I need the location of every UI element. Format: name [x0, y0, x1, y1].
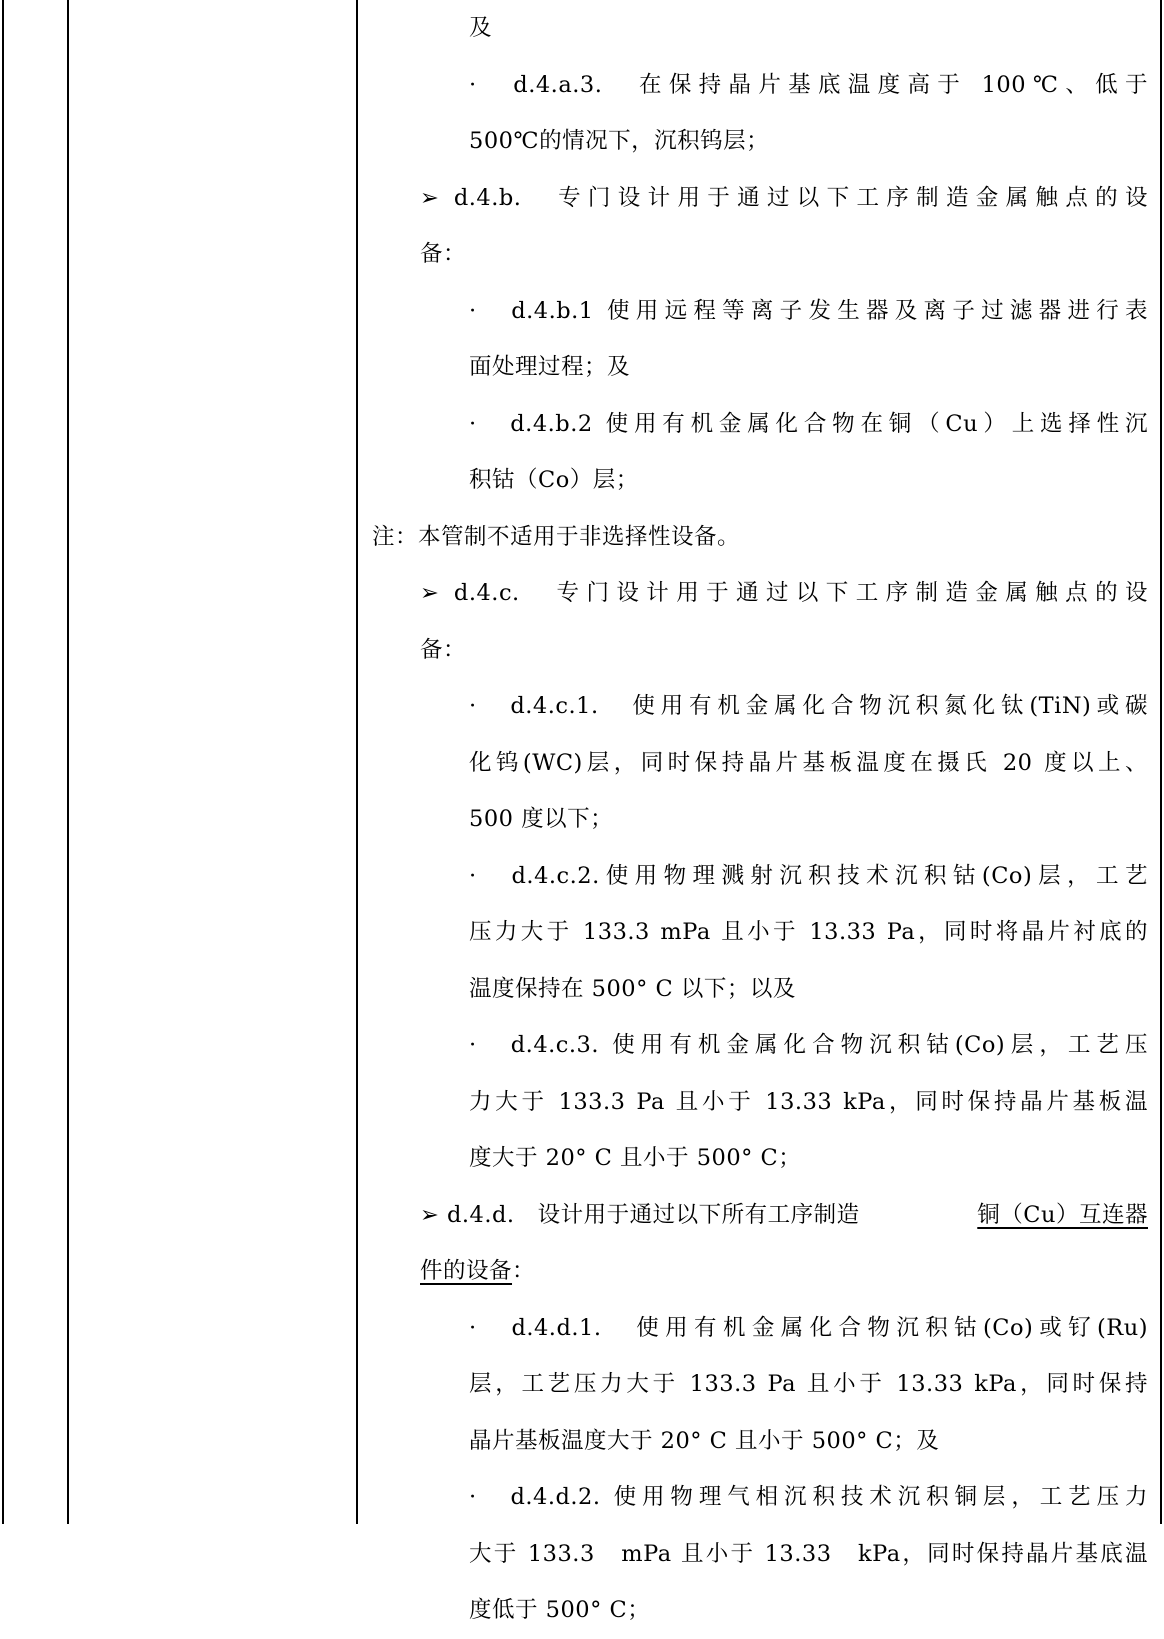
text-line: · d.4.d.1. 使用有机金属化合物沉积钴(Co)或钌(Ru): [469, 1314, 1148, 1341]
text-segment: ：: [512, 1258, 536, 1284]
text-line: 压力大于 133.3 mPa 且小于 13.33 Pa，同时将晶片衬底的: [469, 919, 1148, 945]
text-line: 及: [469, 15, 493, 41]
text-line: 面处理过程；及: [469, 354, 631, 380]
text-line: 化钨(WC)层，同时保持晶片基板温度在摄氏 20 度以上、: [469, 749, 1148, 776]
table-border-col2: [356, 0, 358, 1524]
text-line: 力大于 133.3 Pa 且小于 13.33 kPa，同时保持晶片基板温: [469, 1088, 1148, 1115]
text-line: · d.4.c.1. 使用有机金属化合物沉积氮化钛(TiN)或碳: [469, 693, 1148, 719]
text-line: 度大于 20° C 且小于 500° C；: [469, 1145, 802, 1171]
text-line: [372, 1243, 1148, 1300]
underlined-term: 铜（Cu）互连器: [977, 1201, 1148, 1228]
text-line: 度低于 500° C；: [469, 1597, 651, 1623]
note-line: 注：本管制不适用于非选择性设备。: [372, 523, 741, 550]
text-line: · d.4.b.2 使用有机金属化合物在铜（Cu）上选择性沉: [469, 410, 1148, 437]
text-line: 层，工艺压力大于 133.3 Pa 且小于 13.33 kPa，同时保持: [469, 1371, 1148, 1397]
table-border-col1: [67, 0, 69, 1524]
text-line: 备：: [420, 241, 467, 267]
text-line: · d.4.b.1 使用远程等离子发生器及离子过滤器进行表: [469, 297, 1148, 324]
text-line: [372, 1187, 1148, 1244]
table-border-right: [1160, 0, 1162, 1524]
underlined-term: 件的设备: [420, 1258, 513, 1284]
text-line: · d.4.c.2.使用物理溅射沉积技术沉积钴(Co)层，工艺: [469, 862, 1148, 889]
text-line: · d.4.c.3. 使用有机金属化合物沉积钴(Co)层，工艺压: [469, 1032, 1148, 1058]
text-line: 积钴（Co）层；: [469, 467, 639, 493]
text-line: ➢ d.4.c. 专门设计用于通过以下工序制造金属触点的设: [420, 580, 1148, 606]
text-line: 备：: [420, 636, 467, 663]
text-line: · d.4.a.3. 在保持晶片基底温度高于 100℃、低于: [469, 71, 1148, 98]
text-line: 500℃的情况下，沉积钨层；: [469, 128, 770, 154]
table-cell-content: [372, 0, 1148, 1639]
table-border-left: [2, 0, 4, 1524]
text-line: 晶片基板温度大于 20° C 且小于 500° C；及: [469, 1427, 940, 1454]
text-line: 大于 133.3 mPa 且小于 13.33 kPa，同时保持晶片基底温: [469, 1540, 1148, 1567]
text-segment: ➢ d.4.d. 设计用于通过以下所有工序制造: [420, 1201, 860, 1228]
text-line: ➢ d.4.b. 专门设计用于通过以下工序制造金属触点的设: [420, 184, 1148, 211]
text-line: · d.4.d.2. 使用物理气相沉积技术沉积铜层，工艺压力: [469, 1484, 1148, 1510]
text-line: 温度保持在 500° C 以下；以及: [469, 975, 796, 1002]
text-line: 500 度以下；: [469, 806, 614, 832]
